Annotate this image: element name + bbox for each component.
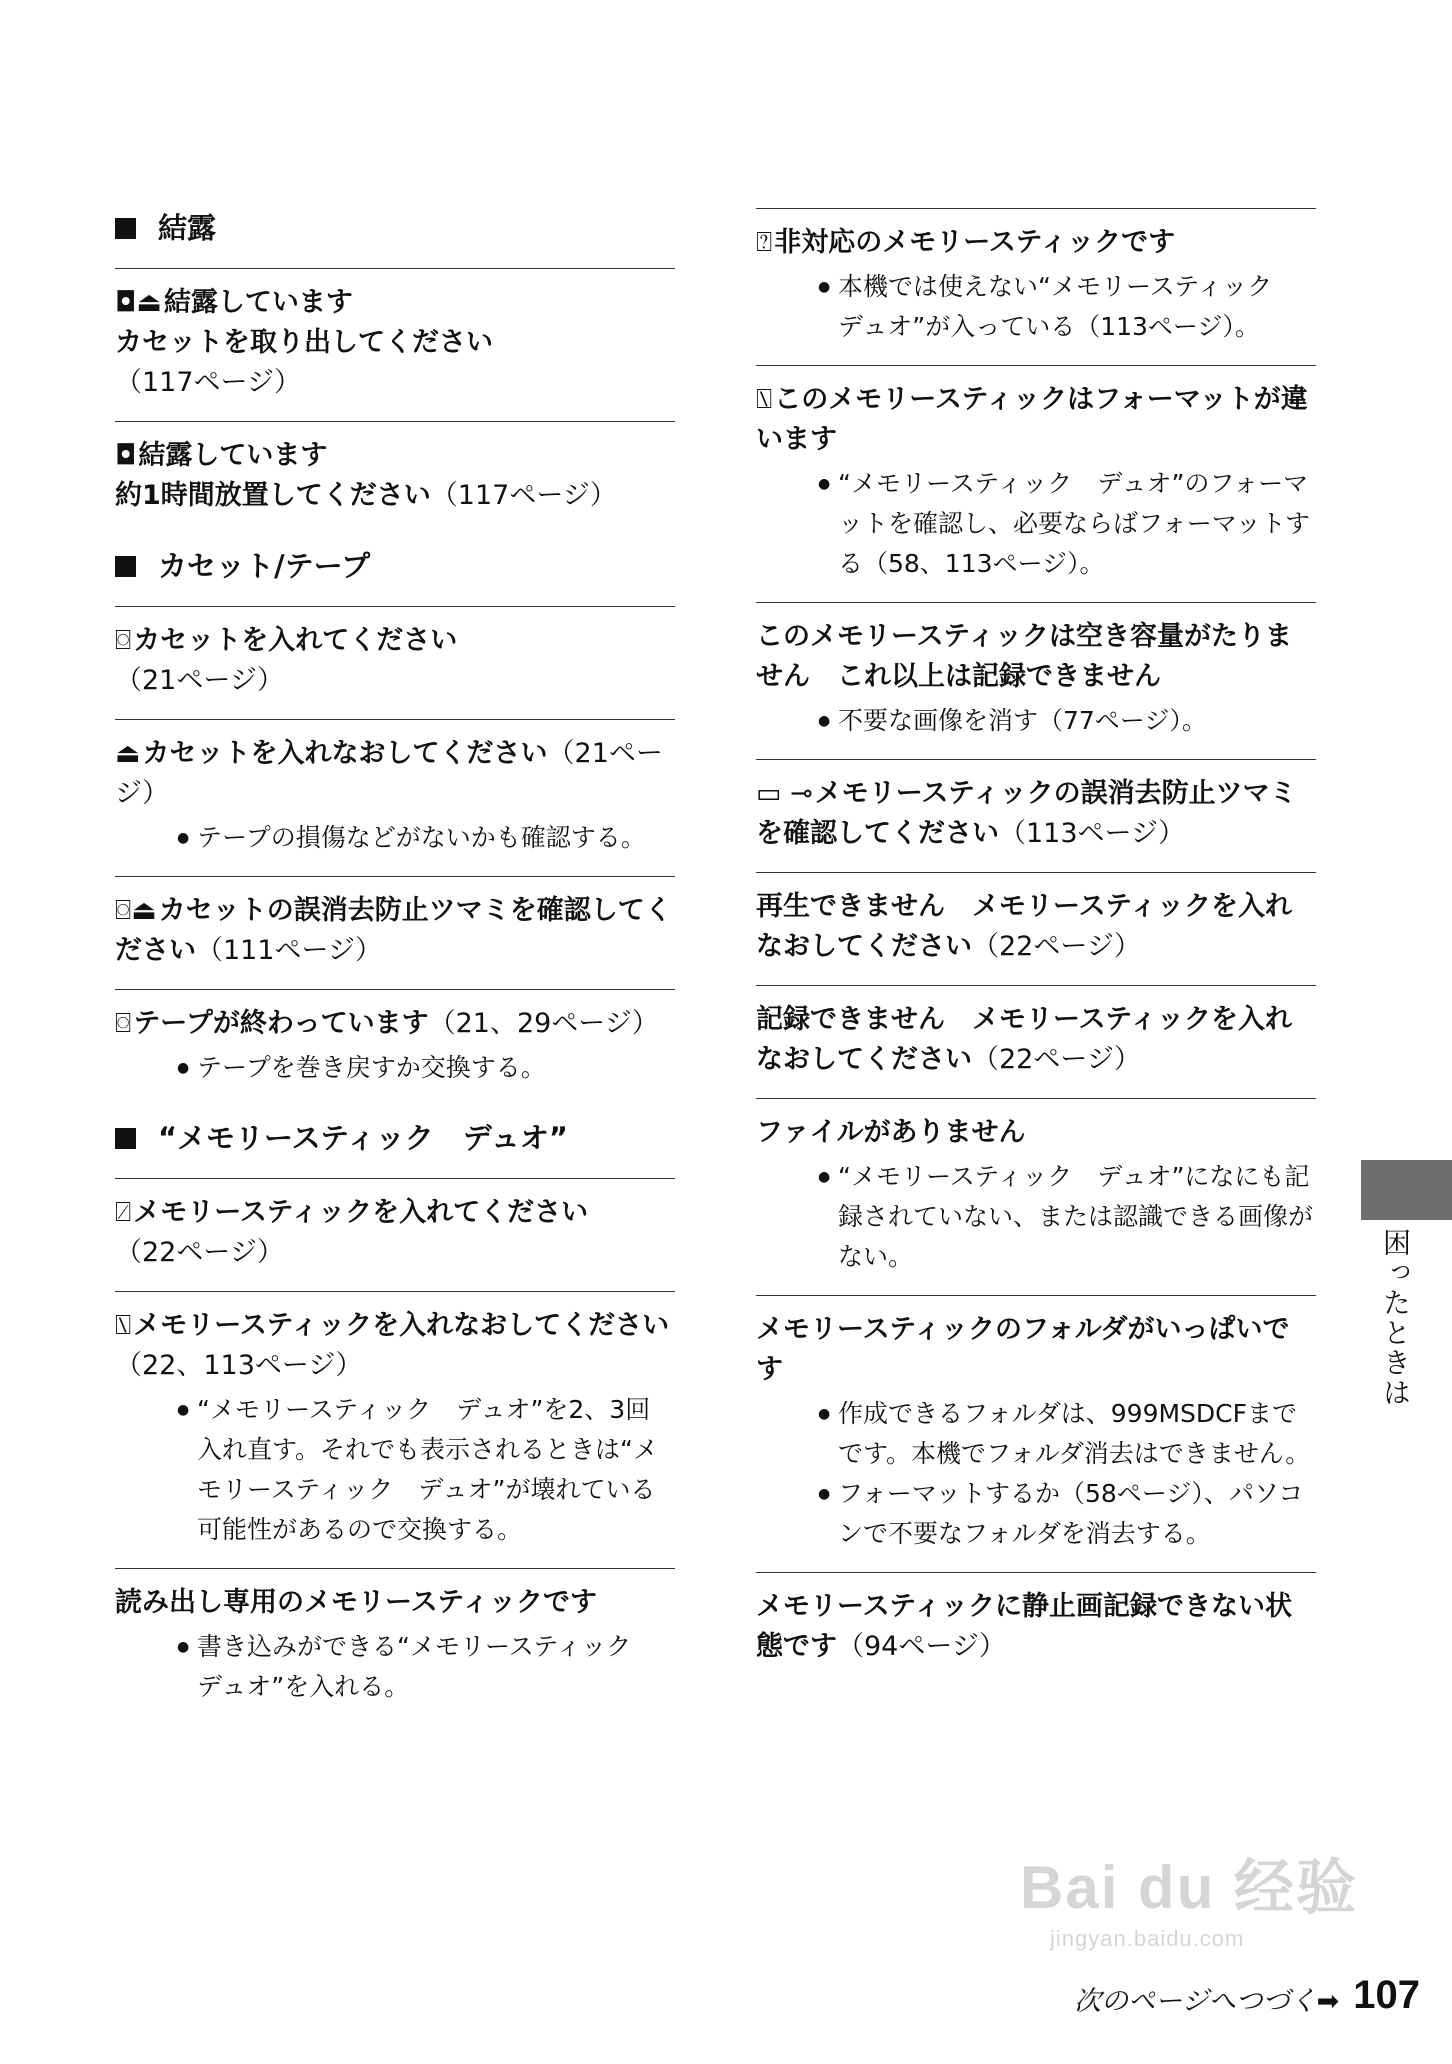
memory-stick-error-icon: ⍂	[115, 1310, 132, 1341]
bullet-item: ● テープの損傷などがないかも確認する。	[115, 818, 675, 858]
side-tab-label: 困ったときは	[1379, 1228, 1412, 1408]
condensation-eject-icon: ◘⏏	[115, 287, 162, 318]
page-number: 107	[1353, 1973, 1420, 2017]
cassette-eject-icon: ⌼⏏	[115, 895, 157, 926]
message-condensation-wait: ◘結露しています 約1時間放置してください（117ページ）	[115, 421, 675, 534]
section-heading-memory-stick: “メモリースティック デュオ”	[115, 1118, 675, 1158]
bullet-item: ● “メモリースティック デュオ”を2、3回入れ直す。それでも表示されるときは“メモリースティック デュオ”が壊れている可能性があるので交換する。	[115, 1390, 675, 1550]
square-bullet-icon	[115, 556, 136, 577]
cassette-icon: ⌼	[115, 1008, 132, 1039]
message-reinsert-memory-stick: ⍂メモリースティックを入れなおしてください（22、113ページ） ● “メモリースティック デュオ”を2、3回入れ直す。それでも表示されるときは“メモリースティック デュオ”が壊れている可能性があるので交換する。	[115, 1291, 675, 1568]
unsupported-icon: ⍰	[756, 227, 773, 258]
message-cannot-play: 再生できません メモリースティックを入れなおしてください（22ページ）	[756, 872, 1316, 985]
bullet-item: ● 作成できるフォルダは、999MSDCFまでです。本機でフォルダ消去はできません。	[756, 1394, 1316, 1474]
message-insert-memory-stick: ⍁メモリースティックを入れてください （22ページ）	[115, 1178, 675, 1291]
message-condensation-eject: ◘⏏結露しています カセットを取り出してください （117ページ）	[115, 268, 675, 421]
memory-stick-lock-icon: ▭ ⊸	[756, 778, 813, 809]
message-reinsert-cassette: ⏏カセットを入れなおしてください（21ページ） ● テープの損傷などがないかも確認する。	[115, 719, 675, 876]
bullet-item: ● “メモリースティック デュオ”になにも記録されていない、または認識できる画像がない。	[756, 1157, 1316, 1277]
bullet-item: ● 書き込みができる“メモリースティック デュオ”を入れる。	[115, 1627, 675, 1707]
bullet-item: ● フォーマットするか（58ページ）、パソコンで不要なフォルダを消去する。	[756, 1474, 1316, 1554]
cassette-icon: ⌼	[115, 625, 132, 656]
left-column	[115, 208, 675, 1725]
bullet-item: ● “メモリースティック デュオ”のフォーマットを確認し、必要ならばフォーマットする（58、113ページ）。	[756, 464, 1316, 584]
message-format-mismatch: ⍂このメモリースティックはフォーマットが違います ● “メモリースティック デュオ”のフォーマットを確認し、必要ならばフォーマットする（58、113ページ）。	[756, 365, 1316, 602]
continue-label: 次のページへつづく➡	[1074, 1986, 1340, 2017]
baidu-watermark: Bai du 经验 jingyan.baidu.com	[1020, 1854, 1359, 1951]
message-write-protect-memory-stick: ▭ ⊸メモリースティックの誤消去防止ツマミを確認してください（113ページ）	[756, 759, 1316, 872]
section-heading-condensation: 結露	[115, 208, 675, 248]
condensation-icon: ◘	[115, 440, 137, 471]
bullet-item: ● 本機では使えない“メモリースティック デュオ”が入っている（113ページ）。	[756, 267, 1316, 347]
message-no-file: ファイルがありません ● “メモリースティック デュオ”になにも記録されていない、または認識できる画像がない。	[756, 1098, 1316, 1295]
section-heading-cassette: カセット/テープ	[115, 546, 675, 586]
eject-icon: ⏏	[115, 738, 141, 769]
message-unsupported-memory-stick: ⍰非対応のメモリースティックです ● 本機では使えない“メモリースティック デュオ”が入っている（113ページ）。	[756, 208, 1316, 365]
page-footer	[1020, 1968, 1420, 2018]
message-insert-cassette: ⌼カセットを入れてください （21ページ）	[115, 606, 675, 719]
memory-stick-icon: ⍁	[115, 1197, 132, 1228]
message-cannot-record: 記録できません メモリースティックを入れなおしてください（22ページ）	[756, 985, 1316, 1098]
bullet-item: ● テープを巻き戻すか交換する。	[115, 1048, 675, 1088]
square-bullet-icon	[115, 1128, 136, 1149]
square-bullet-icon	[115, 218, 136, 239]
bullet-item: ● 不要な画像を消す（77ページ）。	[756, 701, 1316, 741]
right-column	[756, 208, 1316, 1685]
message-write-protect-cassette: ⌼⏏カセットの誤消去防止ツマミを確認してください（111ページ）	[115, 876, 675, 989]
message-cannot-record-still: メモリースティックに静止画記録できない状態です（94ページ）	[756, 1572, 1316, 1685]
message-read-only-memory-stick: 読み出し専用のメモリースティックです ● 書き込みができる“メモリースティック デュオ”を入れる。	[115, 1568, 675, 1725]
message-folder-full: メモリースティックのフォルダがいっぱいです ● 作成できるフォルダは、999MSDCFまでです。本機でフォルダ消去はできません。 ● フォーマットするか（58ページ）、パソコンで不要なフォルダを消去する。	[756, 1295, 1316, 1572]
message-memory-full: このメモリースティックは空き容量がたりません これ以上は記録できません ● 不要な画像を消す（77ページ）。	[756, 602, 1316, 759]
side-tab-marker	[1361, 1160, 1452, 1220]
message-tape-end: ⌼テープが終わっています（21、29ページ） ● テープを巻き戻すか交換する。	[115, 989, 675, 1106]
memory-stick-error-icon: ⍂	[756, 384, 773, 415]
